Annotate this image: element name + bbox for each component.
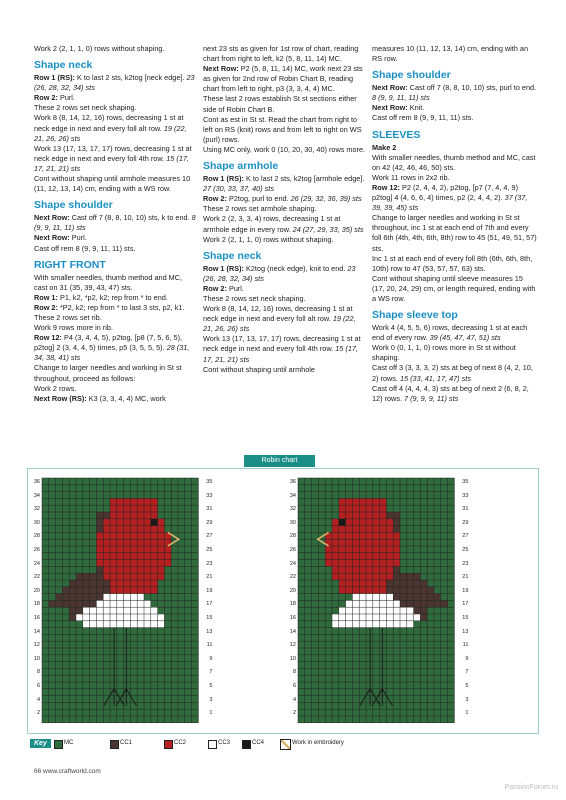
row-number-even: 14 [289, 628, 296, 635]
row-number-even: 34 [33, 492, 40, 499]
heading-shape-neck: Shape neck [203, 249, 262, 262]
row-number-even: 20 [289, 587, 296, 594]
chart-title: Robin chart [244, 455, 315, 467]
row-number-even: 20 [33, 587, 40, 594]
instruction-text: measures 10 (11, 12, 13, 14) cm, ending with an RS row. [372, 44, 529, 64]
instruction-text: Change to larger needles and working in St st throughout, inc 1 st at each end of 7th and every foll 6th (4th, 4th, 6th, 8th) row to 45 (51, 49, 51, 57) sts. [372, 213, 537, 253]
row-number-odd: 9 [465, 655, 469, 662]
row-number-even: 24 [289, 560, 296, 567]
row-number-odd: 23 [462, 560, 469, 567]
instruction-text: These 2 rows set neck shaping. [203, 293, 306, 303]
instruction-text: With smaller needles, thumb method and MC, cast on 31 (35, 39, 43, 47) sts. [34, 272, 183, 292]
row-number-even: 30 [33, 519, 40, 526]
row-number-odd: 35 [206, 479, 213, 485]
instruction-next-row: Next Row: Purl. [34, 233, 87, 243]
row-number-even: 26 [289, 547, 296, 553]
column-middle [203, 44, 366, 375]
watermark: PassionForum.ru [504, 784, 558, 791]
row-number-even: 8 [292, 669, 296, 676]
instruction-text: Work 13 (17, 13, 17, 17) rows, decreasing 1 st at neck edge in next and every foll 4th row. 15 (17, 17, 21, 21) sts [34, 143, 192, 173]
row-number-odd: 13 [206, 628, 213, 635]
row-number-even: 6 [292, 683, 296, 689]
row-number-odd: 9 [209, 655, 213, 662]
row-number-even: 26 [33, 547, 40, 553]
row-number-odd: 3 [465, 696, 469, 703]
key-mc-label: MC [64, 740, 74, 746]
heading-sleeves: SLEEVES [372, 128, 421, 141]
row-number-even: 22 [33, 574, 40, 581]
key-label: Key [30, 739, 51, 748]
row-number-even: 8 [36, 669, 40, 676]
instruction-text: Cast off rem 8 (9, 9, 11, 11) sts. [372, 113, 474, 123]
heading-shape-sleeve-top: Shape sleeve top [372, 309, 458, 322]
key-swatch-mc [54, 740, 63, 749]
key-cc1-label: CC1 [120, 740, 133, 746]
row-number-odd: 29 [462, 519, 469, 526]
heading-shape-neck: Shape neck [34, 59, 93, 72]
key-swatch-cc2 [164, 740, 173, 749]
instruction-row12: Row 12: P2 (2, 4, 4, 2), p2tog, [p7 (7, 4, 4, 9) p2tog] 4 (4, 6, 6, 4) times, p2 (2, 4, 4, 2). 37 (37, 39, 39, 45) sts [372, 182, 528, 213]
page-number: 66 [34, 768, 42, 775]
instruction-next-row: Next Row: Cast off 7 (8, 8, 10, 10) sts, k to end. 8 (9, 9, 11, 11) sts [34, 213, 196, 233]
instruction-text: Work 2 rows. [34, 383, 77, 393]
instruction-text: These 2 rows set neck shaping. [34, 103, 137, 113]
row-number-even: 28 [33, 533, 40, 540]
row-number-even: 4 [292, 696, 296, 703]
row-number-even: 32 [289, 506, 296, 513]
key-cc4-label: CC4 [252, 740, 265, 746]
instruction-next-row: Next Row: Cast off 7 (8, 8, 10, 10) sts, purl to end. 8 (9, 9, 11, 11) sts [372, 83, 537, 103]
row-number-even: 6 [36, 683, 40, 689]
instruction-next-row: Next Row: P2 (5, 8, 11, 14) MC, work next 23 sts as given for 2nd row of Robin Chart B, reading chart from left to right, p3 (3, 3, 4, 4) MC. [203, 64, 363, 94]
key-embroidery-icon [280, 739, 291, 750]
row-number-even: 10 [33, 655, 40, 662]
row-number-odd: 35 [462, 479, 469, 485]
row-number-odd: 31 [462, 506, 469, 513]
row-number-odd: 5 [209, 683, 213, 689]
key-cc3-label: CC3 [218, 740, 231, 746]
instruction-text: With smaller needles, thumb method and MC, cast on 42 (42, 46, 46, 50) sts. [372, 152, 536, 172]
row-number-even: 32 [33, 506, 40, 513]
instruction-text: These 2 rows set armhole shaping. [203, 204, 317, 214]
instruction-text: Work 2 (2, 3, 3, 4) rows, decreasing 1 st at armhole edge in every row. 24 (27, 29, 33, 35) sts [203, 214, 364, 234]
key-swatch-cc4 [242, 740, 251, 749]
row-number-odd: 25 [206, 547, 213, 553]
row-number-even: 36 [289, 479, 296, 485]
row-number-even: 36 [33, 479, 40, 485]
row-number-odd: 17 [462, 601, 469, 608]
instruction-text: Work 9 rows more in rib. [34, 323, 113, 333]
row-number-even: 2 [292, 710, 296, 717]
row-number-even: 4 [36, 696, 40, 703]
key-swatch-cc1 [110, 740, 119, 749]
row-number-odd: 23 [206, 560, 213, 567]
row-number-even: 30 [289, 519, 296, 526]
row-number-odd: 17 [206, 601, 213, 608]
row-number-even: 28 [289, 533, 296, 540]
heading-shape-armhole: Shape armhole [203, 160, 279, 173]
row-number-odd: 29 [206, 519, 213, 526]
instruction-text: Cont as est in St st. Read the chart from right to left on RS (knit) rows and from left to right on WS (purl) rows. [203, 114, 362, 144]
row-number-odd: 15 [206, 615, 213, 621]
key-swatch-cc3 [208, 740, 217, 749]
instruction-row2: Row 2: P2tog, purl to end. 26 (29, 32, 36, 39) sts [203, 194, 362, 204]
row-number-odd: 5 [465, 683, 469, 689]
footer-website: www.craftworld.com [43, 768, 101, 775]
row-number-odd: 33 [206, 492, 213, 499]
instruction-next-row: Next Row (RS): K3 (3, 3, 4, 4) MC, work [34, 393, 166, 403]
instruction-row2: Row 2: Purl. [34, 93, 75, 103]
instruction-text: Work 11 rows in 2x2 rib. [372, 172, 450, 182]
instruction-text: Cast off rem 8 (9, 9, 11, 11) sts. [34, 243, 136, 253]
instruction-text: Change to larger needles and working in St st throughout, proceed as follows: [34, 363, 182, 383]
key-cc2-label: CC2 [174, 740, 187, 746]
row-number-odd: 31 [206, 506, 213, 513]
row-number-odd: 33 [462, 492, 469, 499]
row-number-even: 16 [33, 615, 40, 621]
row-number-odd: 7 [465, 669, 469, 676]
instruction-text: Cont without shaping until sleeve measures 15 (17, 20, 24, 29) cm, or length required, ending with a WS row. [372, 273, 536, 303]
instruction-text: Work 13 (17, 13, 17, 17) rows, decreasing 1 st at neck edge in next and every foll 4th row. 15 (17, 17, 21, 21) sts [203, 334, 361, 364]
instruction-text: These last 2 rows establish St st sections either side of Robin Chart B. [203, 94, 357, 114]
row-number-odd: 15 [462, 615, 469, 621]
row-number-even: 22 [289, 574, 296, 581]
instruction-text: Work 4 (4, 5, 5, 6) rows, decreasing 1 st at each end of every row. 39 (45, 47, 47, 51) sts [372, 323, 528, 343]
instruction-text: Work 2 (2, 1, 1, 0) rows without shaping. [203, 234, 334, 244]
instruction-text: Cast off 4 (4, 4, 4, 3) sts at beg of next 2 (6, 8, 2, 12) rows. 7 (9, 9, 9, 11) sts [372, 383, 529, 403]
row-number-odd: 7 [209, 669, 213, 676]
key-embroidery-label: Work in embroidery [292, 740, 344, 746]
row-number-odd: 1 [209, 710, 213, 717]
row-number-even: 16 [289, 615, 296, 621]
row-number-even: 12 [33, 642, 40, 649]
instruction-row12: Row 12: P4 (3, 4, 4, 5), p2tog, [p8 (7, 5, 6, 5), p2tog] 2 (3, 4, 4, 5) times, p5 (3, 5, 5, 5). 28 (31, 34, 38, 41) sts [34, 333, 190, 363]
row-number-even: 18 [289, 601, 296, 608]
row-number-odd: 11 [206, 642, 213, 649]
heading-right-front: RIGHT FRONT [34, 258, 106, 271]
instruction-text: Cont without shaping until armhole [203, 364, 315, 374]
instruction-next-row: Next Row: Knit. [372, 103, 425, 113]
subheading-make-2: Make 2 [372, 142, 397, 152]
instruction-text: Inc 1 st at each end of every foll 8th (6th, 6th, 8th, 10th) row to 47 (53, 57, 57, 63) sts. [372, 253, 533, 273]
row-number-even: 2 [36, 710, 40, 717]
instruction-text: Work 0 (0, 1, 1, 0) rows more in St st without shaping. [372, 343, 516, 363]
row-number-even: 14 [33, 628, 40, 635]
instruction-row1: Row 1: P1, k2, *p2, k2; rep from * to end. [34, 292, 168, 302]
row-number-odd: 1 [465, 710, 469, 717]
row-number-even: 34 [289, 492, 296, 499]
row-number-odd: 11 [462, 642, 469, 649]
row-number-odd: 27 [462, 533, 469, 540]
instruction-row2: Row 2: Purl. [203, 283, 244, 293]
instruction-row1: Row 1 (RS): K2tog (neck edge), knit to end. 23 (26, 28, 32, 34) sts [203, 263, 356, 283]
instruction-text: Cast off 3 (3, 3, 3, 2) sts at beg of next 8 (4, 2, 10, 2) rows. 15 (33, 41, 17, 47) sts [372, 363, 533, 383]
instruction-text: Using MC only, work 0 (10, 20, 30, 40) rows more. [203, 144, 366, 154]
row-number-even: 24 [33, 560, 40, 567]
instruction-row1: Row 1 (RS): K to last 2 sts, k2tog [neck edge]. 23 (26, 28, 32, 34) sts [34, 73, 195, 93]
row-number-even: 10 [289, 655, 296, 662]
instruction-text: Cont without shaping until armhole measures 10 (11, 12, 13, 14) cm, ending with a WS row. [34, 174, 191, 194]
row-number-odd: 27 [206, 533, 213, 540]
intro-text: Work 2 (2, 1, 1, 0) rows without shaping. [34, 44, 165, 53]
column-left [34, 44, 197, 404]
page-footer [34, 768, 101, 775]
heading-shape-shoulder: Shape shoulder [34, 199, 113, 212]
row-number-odd: 25 [462, 547, 469, 553]
column-right [372, 44, 537, 404]
instruction-row1: Row 1 (RS): K to last 2 sts, k2tog [armhole edge]. 27 (30, 33, 37, 40) sts [203, 174, 365, 194]
row-number-odd: 21 [462, 574, 469, 581]
instruction-text: next 23 sts as given for 1st row of chart, reading chart from right to left, k2 (5, 8, 11, 14) MC. [203, 44, 359, 64]
instruction-text: Work 8 (8, 14, 12, 16) rows, decreasing 1 st at neck edge in next and every foll alt row. 19 (22, 21, 26, 26) sts [34, 113, 187, 143]
instruction-text: Work 8 (8, 14, 12, 16) rows, decreasing 1 st at neck edge in next and every foll alt row. 19 (22, 21, 26, 26) sts [203, 304, 356, 334]
row-number-even: 18 [33, 601, 40, 608]
heading-shape-shoulder: Shape shoulder [372, 69, 451, 82]
instruction-row2: Row 2: *P2, k2; rep from * to last 3 sts, p2, k1. [34, 302, 185, 312]
row-number-odd: 13 [462, 628, 469, 635]
row-number-even: 12 [289, 642, 296, 649]
row-number-odd: 19 [462, 587, 469, 594]
row-number-odd: 19 [206, 587, 213, 594]
instruction-text: These 2 rows set rib. [34, 312, 102, 322]
row-number-odd: 3 [209, 696, 213, 703]
row-number-odd: 21 [206, 574, 213, 581]
